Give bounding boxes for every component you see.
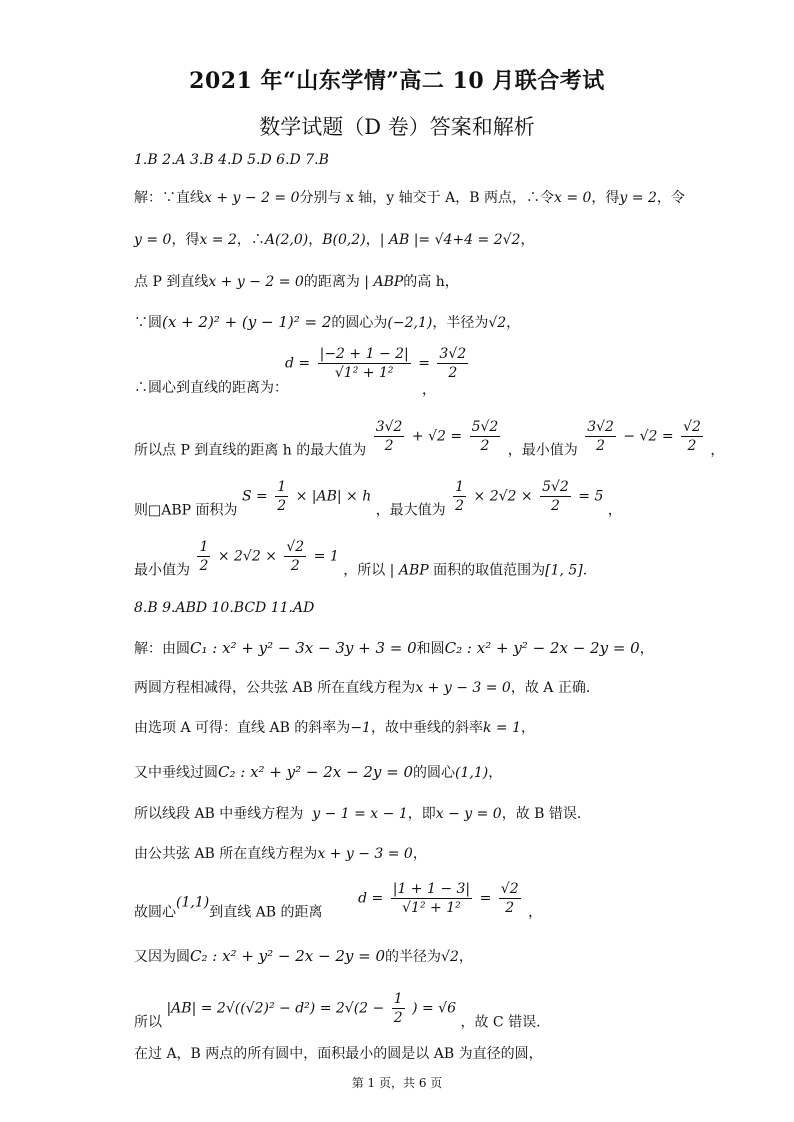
solution11-line10: 在过 A，B 两点的所有圆中，面积最小的圆是以 AB 为直径的圆， [134,1046,543,1062]
solution7-line5-end: ， [422,382,436,398]
distance-formula-1: d = $\frac{|-2 + 1 - 2|}{\text{√1² + 1²}}$ = $\frac{3√2}{2}$ [285,346,467,381]
solution11-line3: 由选项 A 可得：直线 AB 的斜率为−1，故中垂线的斜率k = 1， [134,720,535,736]
answers-8-11: 8.B 9.ABD 10.BCD 11.AD [134,600,315,616]
solution7-line7: 则□ABP 面积为 S = $\frac{1}{2}$ × |AB| × h ，最大值为 $\frac{1}{2}$ × 2√2 × $\frac{5√2}{2}$ = 5 ， [134,479,622,519]
solution11-line9: 所以 |AB| = 2√((√2)² − d²) = 2√(2 − $\frac{1}{2}$ ) = √6 ，故 C 错误. [134,991,541,1031]
solution7-line8: 最小值为 $\frac{1}{2}$ × 2√2 × $\frac{√2}{2}$ = 1 ，所以 | ABP 面积的取值范围为[1, 5]. [134,539,588,579]
solution11-line6: 由公共弦 AB 所在直线方程为x + y − 3 = 0， [134,846,427,862]
solution7-line4: ∵圆(x + 2)² + (y − 1)² = 2的圆心为(−2,1)，半径为√2， [134,313,521,331]
solution11-line7: 故圆心(1,1)到直线 AB 的距离 d = $\frac{|1 + 1 - 3|}{\text{√1² + 1²}}$ = $\frac{√2}{2}$ ， [134,881,543,921]
solution11-line4: 又中垂线过圆C₂ : x² + y² − 2x − 2y = 0的圆心(1,1)， [134,763,503,781]
solution7-line3: 点 P 到直线x + y − 2 = 0的距离为 | ABP的高 h， [134,274,459,290]
solution11-line1: 解：由圆C₁ : x² + y² − 3x − 3y + 3 = 0和圆C₂ : x² + y² − 2x − 2y = 0， [134,639,654,657]
solution7-line1: 解：∵直线x + y − 2 = 0分别与 x 轴，y 轴交于 A，B 两点，∴令x = 0，得y = 2，令 [134,190,685,206]
solution11-line8: 又因为圆C₂ : x² + y² − 2x − 2y = 0的半径为√2， [134,947,473,965]
solution7-line2: y = 0，得x = 2，∴A(2,0)，B(0,2)，| AB |= √4+4 = 2√2， [134,232,535,248]
solution11-line5: 所以线段 AB 中垂线方程为 y − 1 = x − 1，即x − y = 0，故 B 错误. [134,806,582,822]
solution7-line5: ∴圆心到直线的距离为： [134,380,288,396]
answers-1-7: 1.B 2.A 3.B 4.D 5.D 6.D 7.B [134,152,329,168]
page-title: 2021 年“山东学情”高二 10 月联合考试 [189,68,605,94]
solution7-line6: 所以点 P 到直线的距离 h 的最大值为 $\frac{3√2}{2}$ + √2 = $\frac{5√2}{2}$ ，最小值为 $\frac{3√2}{2}$ − √2 = $\frac{√2}{2}$ ， [134,419,725,459]
page-footer: 第 1 页，共 6 页 [351,1076,443,1090]
solution11-line2: 两圆方程相减得，公共弦 AB 所在直线方程为x + y − 3 = 0，故 A 正确. [134,680,591,696]
page-subtitle: 数学试题（D 卷）答案和解析 [259,115,535,139]
